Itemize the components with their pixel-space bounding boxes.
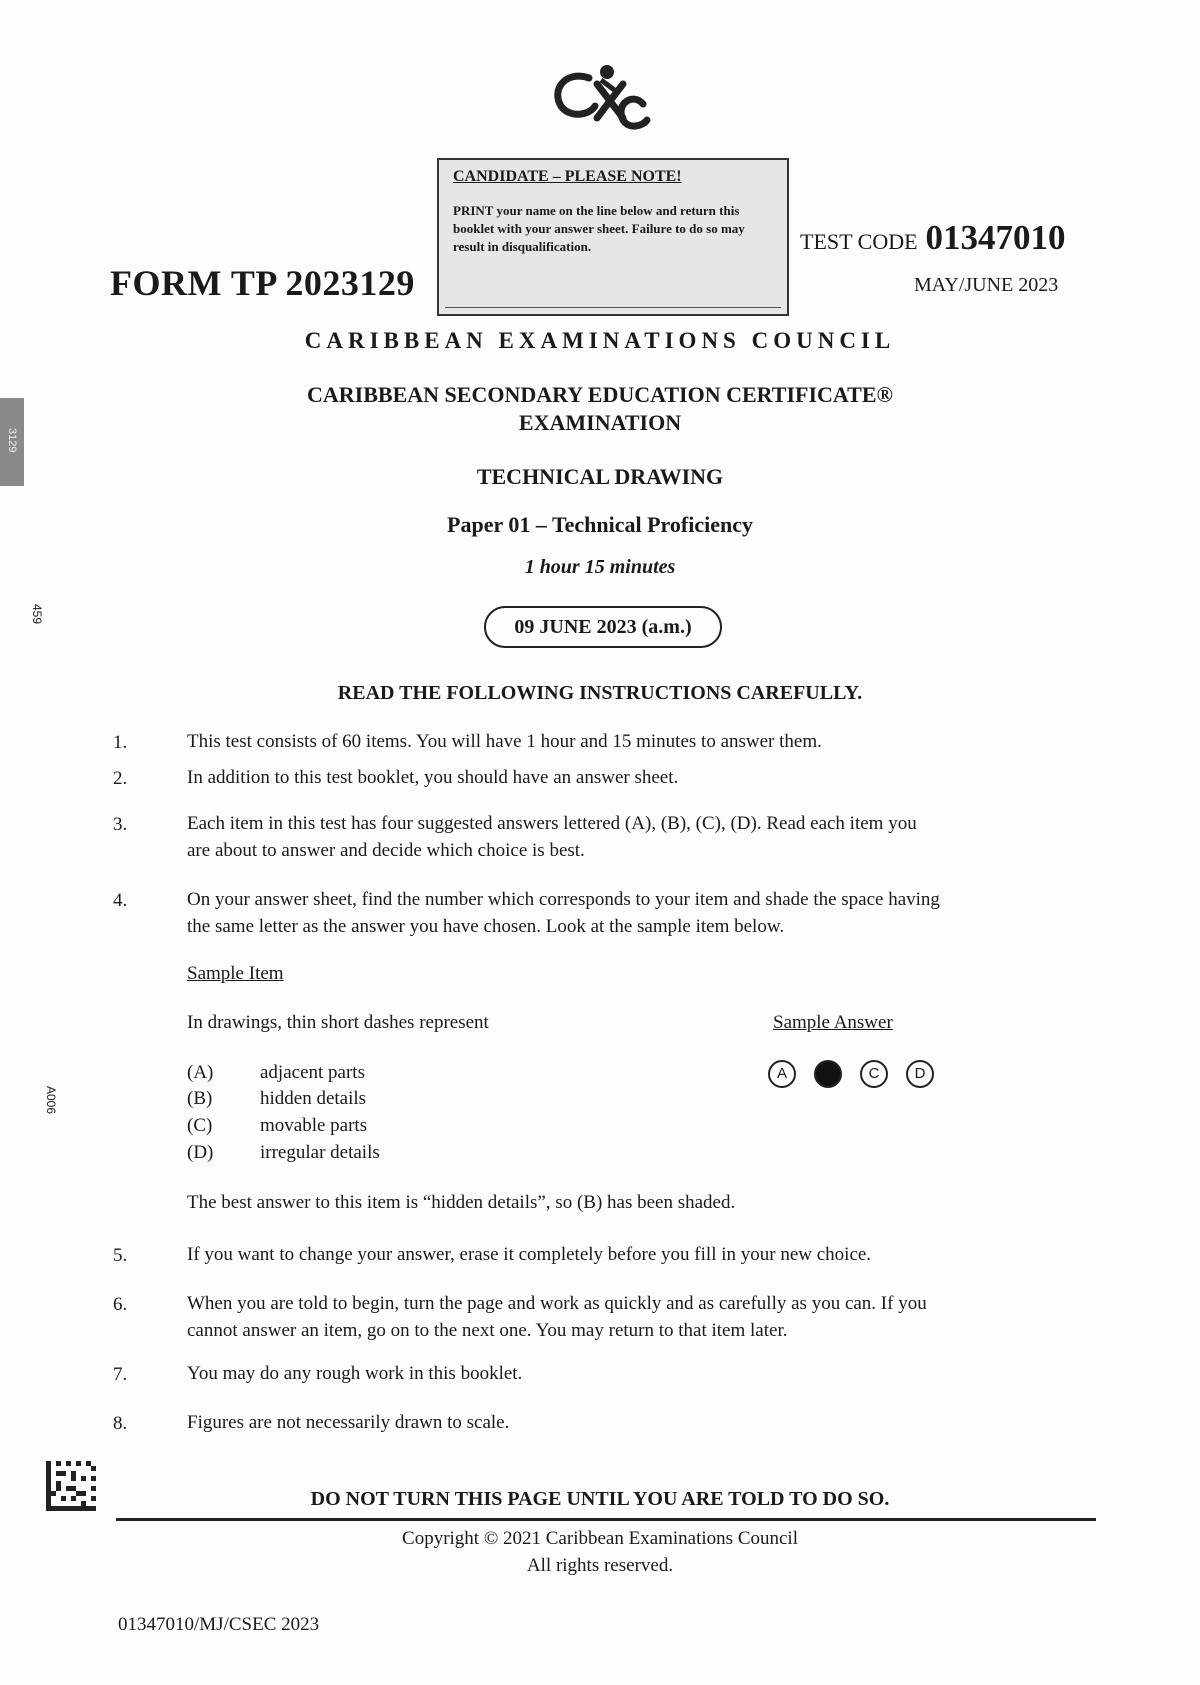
instruction-text: On your answer sheet, find the number which corresponds to your item and shade the space having [187,889,940,910]
option-text: irregular details [260,1142,380,1163]
option-letter: (D) [187,1142,214,1163]
rights-notice: All rights reserved. [526,1555,674,1576]
footer-divider [116,1518,1096,1521]
instruction-text: This test consists of 60 items. You will have 1 hour and 15 minutes to answer them. [187,731,822,752]
instruction-text: When you are told to begin, turn the page and work as quickly and as carefully as you can. If you [187,1293,927,1314]
footer-paper-code: 01347010/MJ/CSEC 2023 [118,1614,320,1635]
do-not-turn-warning: DO NOT TURN THIS PAGE UNTIL YOU ARE TOLD TO DO SO. [310,1488,890,1510]
council-title: CARIBBEAN EXAMINATIONS COUNCIL [304,328,896,353]
exam-session: MAY/JUNE 2023 [914,274,1059,296]
side-tab-label: 3129 [6,428,18,453]
option-text: movable parts [260,1115,368,1136]
note-title: CANDIDATE – PLEASE NOTE! [453,168,682,185]
instruction-number: 6. [113,1294,128,1315]
instruction-text: Figures are not necessarily drawn to scale. [187,1412,510,1433]
instructions-heading: READ THE FOLLOWING INSTRUCTIONS CAREFULLY. [337,682,863,704]
answer-bubble-d: D [906,1060,934,1088]
answer-bubble-a: A [768,1060,796,1088]
answer-bubble-c: C [860,1060,888,1088]
test-code-value: 01347010 [925,218,1066,257]
instruction-text: If you want to change your answer, erase it completely before you fill in your new choice. [187,1244,872,1265]
instruction-text: cannot answer an item, go on to the next one. You may return to that item later. [187,1320,788,1341]
side-mark: A006 [44,1086,58,1115]
sample-explanation: The best answer to this item is “hidden details”, so (B) has been shaded. [187,1192,736,1213]
instruction-text: are about to answer and decide which choice is best. [187,840,585,861]
option-text: hidden details [260,1088,367,1109]
instruction-number: 2. [113,768,128,789]
name-line [445,307,781,308]
paper-title: Paper 01 – Technical Proficiency [447,512,753,537]
exam-duration: 1 hour 15 minutes [524,556,676,578]
sample-question: In drawings, thin short dashes represent [187,1012,489,1033]
instruction-number: 8. [113,1413,128,1434]
sample-item-title: Sample Item [187,963,284,984]
instruction-number: 3. [113,814,128,835]
option-letter: (B) [187,1088,213,1109]
instruction-text: You may do any rough work in this booklet. [187,1363,523,1384]
cxc-logo [545,60,655,140]
instruction-number: 7. [113,1364,128,1385]
option-letter: (A) [187,1062,214,1083]
instruction-text: Each item in this test has four suggested answers lettered (A), (B), (C), (D). Read each item you [187,813,917,834]
test-code-label: TEST CODE [800,229,918,254]
certificate-title: CARIBBEAN SECONDARY EDUCATION CERTIFICATE® [307,382,893,407]
option-text: adjacent parts [260,1062,365,1083]
side-mark: 459 [30,604,44,625]
test-code-row [800,218,1066,258]
certificate-title-line2: EXAMINATION [518,410,682,435]
form-code: FORM TP 2023129 [110,263,415,303]
answer-bubble-b-shaded: B [814,1060,842,1088]
note-text: PRINT your name on the line below and return this booklet with your answer sheet. Failure to do so may result in disqualification. [453,203,745,254]
instruction-text: the same letter as the answer you have chosen. Look at the sample item below. [187,916,785,937]
instruction-number: 4. [113,890,128,911]
instruction-number: 1. [113,732,128,753]
exam-date: 09 JUNE 2023 (a.m.) [484,606,722,648]
instruction-text: In addition to this test booklet, you should have an answer sheet. [187,767,679,788]
sample-answer-label: Sample Answer [773,1012,893,1033]
option-letter: (C) [187,1115,213,1136]
instruction-number: 5. [113,1245,128,1266]
subject-title: TECHNICAL DRAWING [476,464,724,489]
candidate-note-box [437,158,789,316]
side-tab [0,398,24,486]
copyright-notice: Copyright © 2021 Caribbean Examinations Council [402,1528,798,1549]
